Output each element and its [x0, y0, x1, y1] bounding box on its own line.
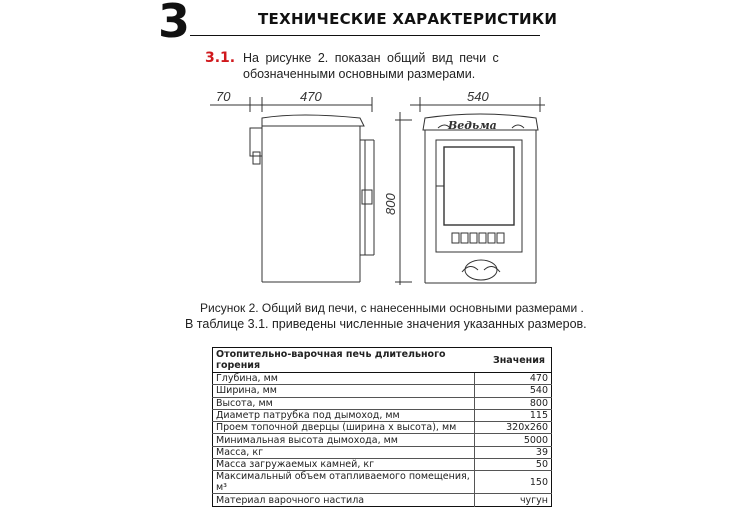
figure-caption: Рисунок 2. Общий вид печи, с нанесенными основными размерами .	[200, 301, 584, 315]
row-param: Диаметр патрубка под дымоход, мм	[213, 409, 475, 421]
row-param: Максимальный объем отапливаемого помещения, м³	[213, 471, 475, 494]
row-value: чугун	[475, 494, 552, 506]
row-param: Глубина, мм	[213, 373, 475, 385]
row-value: 470	[475, 373, 552, 385]
stove-front-view	[423, 114, 538, 283]
table-header-row	[213, 348, 552, 373]
table-row	[213, 385, 552, 397]
table-row	[213, 446, 552, 458]
specifications-table	[212, 347, 552, 507]
dim-height-label: 800	[383, 193, 398, 215]
dim-width-label: 540	[467, 89, 489, 104]
table-row	[213, 422, 552, 434]
table-row	[213, 471, 552, 494]
section-number: 3	[158, 0, 191, 48]
brand-logo: Ведьма	[448, 119, 497, 132]
subsection-number: 3.1.	[205, 50, 236, 66]
row-value: 115	[475, 409, 552, 421]
row-value: 50	[475, 459, 552, 471]
row-value: 320х260	[475, 422, 552, 434]
dim-depth-label: 470	[300, 89, 322, 104]
row-param: Проем топочной дверцы (ширина х высота), мм	[213, 422, 475, 434]
table-row	[213, 397, 552, 409]
row-value: 150	[475, 471, 552, 494]
table-row	[213, 373, 552, 385]
row-param: Высота, мм	[213, 397, 475, 409]
dim-offset-label: 70	[216, 89, 231, 104]
row-param: Масса загружаемых камней, кг	[213, 459, 475, 471]
header-parameter: Отопительно-варочная печь длительного горения	[213, 348, 475, 373]
section-title: ТЕХНИЧЕСКИЕ ХАРАКТЕРИСТИКИ	[258, 10, 558, 28]
stove-side-view	[250, 115, 374, 282]
row-param: Ширина, мм	[213, 385, 475, 397]
header-value: Значения	[475, 348, 552, 373]
table-row	[213, 409, 552, 421]
table-row	[213, 459, 552, 471]
intro-text-line-2: обозначенными основными размерами.	[243, 67, 476, 81]
row-value: 39	[475, 446, 552, 458]
row-value: 5000	[475, 434, 552, 446]
row-param: Минимальная высота дымохода, мм	[213, 434, 475, 446]
row-value: 800	[475, 397, 552, 409]
row-param: Материал варочного настила	[213, 494, 475, 506]
row-value: 540	[475, 385, 552, 397]
table-row	[213, 494, 552, 506]
table-reference-note: В таблице 3.1. приведены численные значения указанных размеров.	[185, 317, 587, 331]
table-row	[213, 434, 552, 446]
intro-text-line-1: На рисунке 2. показан общий вид печи с	[243, 51, 499, 65]
row-param: Масса, кг	[213, 446, 475, 458]
